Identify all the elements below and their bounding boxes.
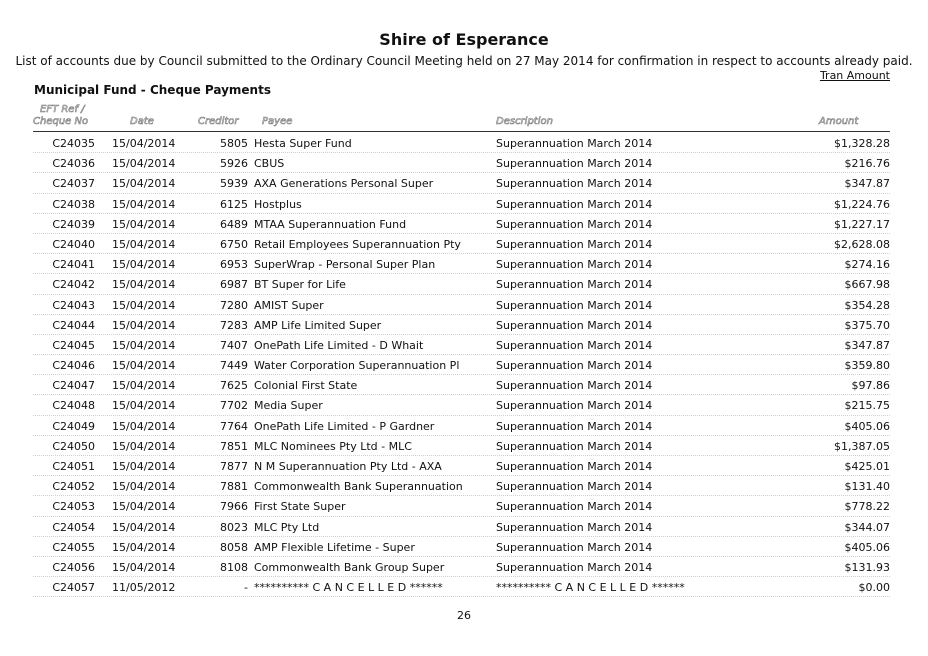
- table-row: [0, 355, 928, 375]
- cell-amount: $131.40: [844, 480, 890, 494]
- cell-description: Superannuation March 2014: [496, 419, 653, 433]
- cell-amount: $216.76: [844, 157, 890, 171]
- cell-creditor-no: 7283: [220, 318, 248, 332]
- cell-creditor-no: 8108: [220, 560, 248, 574]
- table-row: [0, 173, 928, 193]
- cell-cheque-no: C24038: [52, 197, 95, 211]
- cell-description: Superannuation March 2014: [496, 177, 653, 191]
- cell-payee: Colonial First State: [254, 379, 358, 393]
- table-row: [0, 315, 928, 335]
- cell-creditor-no: 7966: [220, 500, 248, 514]
- cell-cheque-no: C24050: [52, 439, 95, 453]
- document-subtitle: List of accounts due by Council submitted to the Ordinary Council Meeting held on 27 May 2014 for confirmation in respect to accounts already paid.: [15, 54, 913, 68]
- page-number: 26: [457, 609, 471, 622]
- cell-description: Superannuation March 2014: [496, 298, 653, 312]
- col-header-creditor: Creditor: [198, 116, 239, 127]
- table-row: [0, 214, 928, 234]
- cell-amount: $667.98: [844, 278, 890, 292]
- table-row: [0, 194, 928, 214]
- cell-date: 15/04/2014: [112, 419, 176, 433]
- cell-payee: BT Super for Life: [254, 278, 346, 292]
- cell-payee: MLC Pty Ltd: [254, 520, 320, 534]
- cell-payee: First State Super: [254, 500, 346, 514]
- cell-creditor-no: 6489: [220, 217, 248, 231]
- table-row: [0, 456, 928, 476]
- cell-creditor-no: 5926: [220, 157, 248, 171]
- cell-description: Superannuation March 2014: [496, 217, 653, 231]
- cell-creditor-no: 7449: [220, 359, 248, 373]
- cell-payee: OnePath Life Limited - D Whait: [254, 338, 424, 352]
- cell-date: 15/04/2014: [112, 137, 176, 150]
- cell-date: 15/04/2014: [112, 359, 176, 373]
- cell-date: 15/04/2014: [112, 318, 176, 332]
- cell-payee: Commonwealth Bank Superannuation: [254, 480, 463, 494]
- cell-payee: MTAA Superannuation Fund: [254, 217, 407, 231]
- cell-cheque-no: C24040: [52, 237, 95, 251]
- cell-payee: AMIST Super: [254, 298, 324, 312]
- table-row: [0, 496, 928, 516]
- cell-payee: N M Superannuation Pty Ltd - AXA: [254, 460, 442, 473]
- cell-description: Superannuation March 2014: [496, 278, 653, 292]
- cell-creditor-no: 7851: [220, 439, 248, 453]
- cell-payee: Hesta Super Fund: [254, 137, 352, 150]
- cell-date: 15/04/2014: [112, 197, 176, 211]
- table-row: [0, 133, 928, 153]
- table-row: [0, 254, 928, 274]
- cell-description: Superannuation March 2014: [496, 197, 653, 211]
- cell-payee: ********** C A N C E L L E D ******: [254, 581, 443, 595]
- cell-date: 15/04/2014: [112, 500, 176, 514]
- cell-cheque-no: C24043: [52, 298, 95, 312]
- cell-creditor-no: 7702: [220, 399, 248, 413]
- cell-payee: Retail Employees Superannuation Pty: [254, 237, 461, 251]
- cell-creditor-no: 5939: [220, 177, 248, 191]
- col-header-amount: Amount: [819, 116, 859, 127]
- cell-description: Superannuation March 2014: [496, 500, 653, 514]
- cell-creditor-no: 7877: [220, 460, 248, 473]
- cell-date: 15/04/2014: [112, 177, 176, 191]
- table-row: [0, 375, 928, 395]
- cell-date: 15/04/2014: [112, 520, 176, 534]
- table-row: [0, 436, 928, 456]
- cell-payee: AMP Flexible Lifetime - Super: [254, 540, 415, 554]
- cell-description: Superannuation March 2014: [496, 379, 653, 393]
- cell-creditor-no: 7280: [220, 298, 248, 312]
- cell-cheque-no: C24055: [52, 540, 95, 554]
- cell-creditor-no: 6125: [220, 197, 248, 211]
- header-divider: [33, 131, 890, 132]
- tran-amount-label: Tran Amount: [819, 69, 890, 82]
- cell-date: 15/04/2014: [112, 157, 176, 171]
- cell-creditor-no: 6750: [220, 237, 248, 251]
- cell-description: Superannuation March 2014: [496, 359, 653, 373]
- table-row: [0, 537, 928, 557]
- cell-creditor-no: 7764: [220, 419, 248, 433]
- cell-description: Superannuation March 2014: [496, 318, 653, 332]
- cell-cheque-no: C24057: [52, 581, 95, 595]
- cell-payee: Commonwealth Bank Group Super: [254, 560, 445, 574]
- cell-date: 15/04/2014: [112, 258, 176, 272]
- cell-cheque-no: C24052: [52, 480, 95, 494]
- cell-amount: $97.86: [851, 379, 890, 393]
- col-header-description: Description: [496, 116, 553, 127]
- section-title: Municipal Fund - Cheque Payments: [34, 83, 271, 97]
- table-row: [0, 335, 928, 355]
- cell-description: Superannuation March 2014: [496, 258, 653, 272]
- cell-amount: $1,227.17: [834, 217, 890, 231]
- cell-description: Superannuation March 2014: [496, 460, 653, 473]
- cell-description: Superannuation March 2014: [496, 338, 653, 352]
- table-row: [0, 577, 928, 597]
- cell-description: Superannuation March 2014: [496, 439, 653, 453]
- cell-amount: $131.93: [844, 560, 890, 574]
- cell-amount: $215.75: [844, 399, 890, 413]
- cell-amount: $1,387.05: [834, 439, 890, 453]
- col-header-cheque-line1: EFT Ref /: [40, 104, 85, 115]
- cell-cheque-no: C24053: [52, 500, 95, 514]
- cell-creditor-no: -: [244, 581, 248, 595]
- cell-payee: SuperWrap - Personal Super Plan: [254, 258, 436, 272]
- cell-cheque-no: C24039: [52, 217, 95, 231]
- cell-description: Superannuation March 2014: [496, 480, 653, 494]
- cell-cheque-no: C24044: [52, 318, 95, 332]
- table-row: [0, 557, 928, 577]
- cell-amount: $2,628.08: [834, 237, 890, 251]
- cell-cheque-no: C24054: [52, 520, 95, 534]
- cell-cheque-no: C24049: [52, 419, 95, 433]
- cell-date: 15/04/2014: [112, 278, 176, 292]
- cell-amount: $347.87: [844, 177, 890, 191]
- cell-amount: $405.06: [844, 419, 890, 433]
- cell-description: Superannuation March 2014: [496, 399, 653, 413]
- col-header-date: Date: [130, 116, 154, 127]
- cell-creditor-no: 7881: [220, 480, 248, 494]
- table-row: [0, 517, 928, 537]
- cell-cheque-no: C24047: [52, 379, 95, 393]
- cell-cheque-no: C24036: [52, 157, 95, 171]
- table-row: [0, 416, 928, 436]
- cell-date: 15/04/2014: [112, 237, 176, 251]
- cell-payee: OnePath Life Limited - P Gardner: [254, 419, 435, 433]
- cell-description: Superannuation March 2014: [496, 157, 653, 171]
- cell-cheque-no: C24037: [52, 177, 95, 191]
- cell-date: 15/04/2014: [112, 217, 176, 231]
- cell-amount: $0.00: [858, 581, 890, 595]
- cell-date: 15/04/2014: [112, 560, 176, 574]
- cell-creditor-no: 8023: [220, 520, 248, 534]
- cell-cheque-no: C24056: [52, 560, 95, 574]
- cell-cheque-no: C24041: [52, 258, 95, 272]
- cell-amount: $359.80: [844, 359, 890, 373]
- cell-cheque-no: C24045: [52, 338, 95, 352]
- cell-date: 11/05/2012: [112, 581, 176, 595]
- cell-amount: $347.87: [844, 338, 890, 352]
- table-row: [0, 153, 928, 173]
- cell-amount: $425.01: [844, 460, 890, 473]
- payments-table: [0, 133, 928, 597]
- cell-cheque-no: C24046: [52, 359, 95, 373]
- cell-description: ********** C A N C E L L E D ******: [496, 581, 685, 595]
- cell-amount: $354.28: [844, 298, 890, 312]
- cell-date: 15/04/2014: [112, 439, 176, 453]
- cell-amount: $1,224.76: [834, 197, 890, 211]
- table-row: [0, 295, 928, 315]
- cell-amount: $344.07: [844, 520, 890, 534]
- cell-payee: CBUS: [254, 157, 285, 171]
- cell-creditor-no: 5805: [220, 137, 248, 150]
- cell-payee: AXA Generations Personal Super: [254, 177, 434, 191]
- cell-creditor-no: 8058: [220, 540, 248, 554]
- cell-description: Superannuation March 2014: [496, 520, 653, 534]
- cell-cheque-no: C24048: [52, 399, 95, 413]
- cell-description: Superannuation March 2014: [496, 540, 653, 554]
- cell-date: 15/04/2014: [112, 379, 176, 393]
- cell-cheque-no: C24035: [52, 137, 95, 150]
- cell-amount: $778.22: [844, 500, 890, 514]
- document-title: Shire of Esperance: [379, 30, 549, 49]
- cell-description: Superannuation March 2014: [496, 237, 653, 251]
- cell-creditor-no: 7625: [220, 379, 248, 393]
- cell-creditor-no: 6953: [220, 258, 248, 272]
- cell-cheque-no: C24051: [52, 460, 95, 473]
- cell-date: 15/04/2014: [112, 480, 176, 494]
- table-row: [0, 274, 928, 294]
- table-row: [0, 476, 928, 496]
- cell-description: Superannuation March 2014: [496, 560, 653, 574]
- cell-payee: MLC Nominees Pty Ltd - MLC: [254, 439, 412, 453]
- cell-creditor-no: 6987: [220, 278, 248, 292]
- cell-date: 15/04/2014: [112, 298, 176, 312]
- cell-date: 15/04/2014: [112, 540, 176, 554]
- cell-payee: Media Super: [254, 399, 323, 413]
- cell-amount: $1,328.28: [834, 137, 890, 150]
- col-header-cheque-line2: Cheque No: [33, 116, 89, 127]
- cell-date: 15/04/2014: [112, 399, 176, 413]
- cell-amount: $274.16: [844, 258, 890, 272]
- table-row: [0, 395, 928, 415]
- cell-payee: Water Corporation Superannuation Pl: [254, 359, 460, 373]
- col-header-payee: Payee: [262, 116, 293, 127]
- cell-amount: $375.70: [844, 318, 890, 332]
- cell-payee: AMP Life Limited Super: [254, 318, 382, 332]
- cell-amount: $405.06: [844, 540, 890, 554]
- cell-description: Superannuation March 2014: [496, 137, 653, 150]
- cell-cheque-no: C24042: [52, 278, 95, 292]
- cell-payee: Hostplus: [254, 197, 302, 211]
- table-row: [0, 234, 928, 254]
- cell-date: 15/04/2014: [112, 338, 176, 352]
- cell-creditor-no: 7407: [220, 338, 248, 352]
- cell-date: 15/04/2014: [112, 460, 176, 473]
